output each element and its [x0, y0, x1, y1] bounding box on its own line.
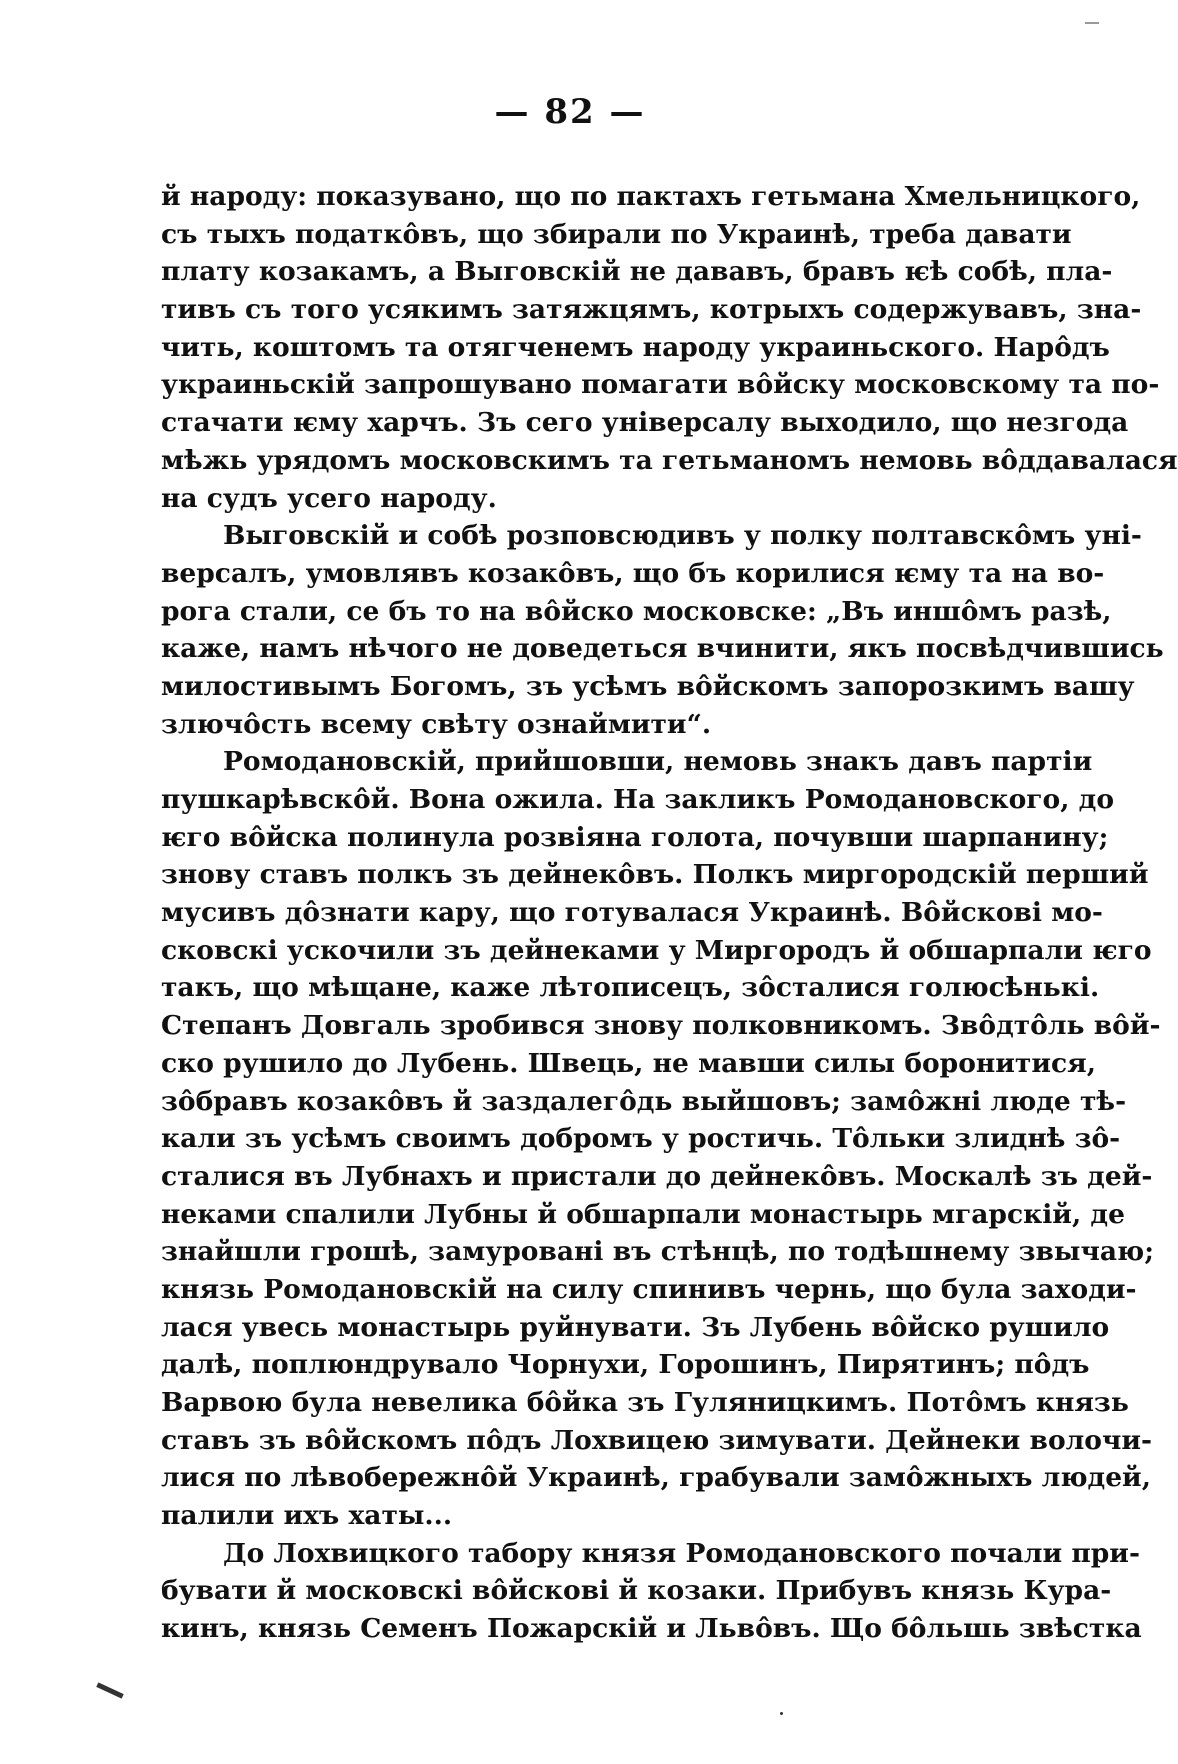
text-line: кали зъ усѣмъ своимъ добромъ у ростичь. Тôльки злиднѣ зô-	[161, 1123, 1121, 1155]
body-text	[161, 178, 1178, 1648]
paragraph-end-line: злючôсть всему свѣту ознаймити“.	[161, 708, 712, 740]
text-line: й народу: показувано, що по пактахъ гетьмана Хмельницкого,	[161, 181, 1141, 212]
scan-speck	[1085, 22, 1099, 24]
text-line: такъ, що мѣщане, каже лѣтописецъ, зôсталися голюсѣнькі.	[161, 972, 1100, 1004]
text-line: съ тыхъ податкôвъ, що збирали по Украинѣ, треба давати	[161, 218, 1072, 250]
text-line: зôбравъ козакôвъ й заздалегôдь выйшовъ; замôжні люде тѣ-	[161, 1085, 1127, 1117]
text-line: рога стали, се бъ то на вôйско московске: „Въ иншôмъ разѣ,	[161, 595, 1112, 627]
text-line: стачати ѥму харчъ. Зъ сего унiверсалу выходило, що незгода	[161, 407, 1129, 439]
text-line: ѥго вôйска полинула розвiяна голота, почувши шарпанину;	[161, 821, 1109, 853]
text-line: неками спалили Лубны й обшарпали монастырь мгарскій, де	[161, 1198, 1125, 1230]
text-line: мѣжь урядомъ московскимъ та гетьманомъ немовь вôддавалася	[161, 444, 1178, 476]
scan-speck	[780, 1712, 783, 1715]
text-line: ско рушило до Лубень. Швець, не мавши силы боронитися,	[161, 1047, 1096, 1079]
text-line: ставъ зъ вôйскомъ пôдъ Лохвицею зимувати. Дейнеки волочи-	[161, 1424, 1153, 1456]
text-line: знову ставъ полкъ зъ дейнекôвъ. Полкъ миргородскій перший	[161, 859, 1149, 891]
text-line: милостивымъ Богомъ, зъ усѣмъ вôйскомъ запорозкимъ вашу	[161, 670, 1135, 702]
scan-speck	[96, 1682, 123, 1698]
paragraph-end-line: на судъ усего народу.	[161, 482, 497, 514]
text-line: далѣ, поплюндрувало Чорнухи, Горошинъ, Пирятинъ; пôдъ	[161, 1349, 1090, 1381]
text-line: лася увесь монастырь руйнувати. Зъ Лубень вôйско рушило	[161, 1311, 1110, 1343]
text-line: Степанъ Довгаль зробився знову полковникомъ. Звôдтôль вôй-	[161, 1010, 1161, 1042]
text-line: сковскі ускочили зъ дейнеками у Миргородъ й обшарпали ѥго	[161, 934, 1152, 966]
page-number: — 82 —	[494, 92, 646, 132]
text-line: князь Ромодановскій на силу спинивъ чернь, що була заходи-	[161, 1273, 1137, 1305]
text-line: Варвою була невелика бôйка зъ Гуляницкимъ. Потôмъ князь	[161, 1387, 1129, 1418]
text-line: кинъ, князь Семенъ Пожарскій и Львôвъ. Що бôльшь звѣстка	[161, 1613, 1142, 1645]
text-line: каже, намъ нѣчого не доведеться вчинити, якъ посвѣдчившись	[161, 633, 1164, 665]
text-line: сталися въ Лубнахъ и пристали до дейнекôвъ. Москалѣ зъ дей-	[161, 1160, 1153, 1192]
text-line: чить, коштомъ та отягченемъ народу украиньского. Нарôдъ	[161, 331, 1110, 363]
paragraph-start-line: До Лохвицкого табору князя Ромодановского почали при-	[223, 1537, 1140, 1569]
paragraph-start-line: Ромодановскій, прийшовши, немовь знакъ давъ партiи	[223, 746, 1093, 778]
text-line: пушкарѣвскôй. Вона ожила. На закликъ Ромодановского, до	[161, 784, 1114, 815]
paragraph-end-line: палили ихъ хаты...	[161, 1500, 453, 1532]
text-line: бувати й московскі вôйскові й козаки. Прибувъ князь Кура-	[161, 1575, 1112, 1607]
text-line: лися по лѣвобережнôй Украинѣ, грабували замôжныхъ людей,	[161, 1462, 1151, 1494]
text-line: мусивъ дôзнати кару, що готувалася Украинѣ. Вôйскові мо-	[161, 897, 1103, 929]
text-line: тивъ съ того усякимъ затяжцямъ, котрыхъ содержувавъ, зна-	[161, 294, 1142, 326]
text-line: версалъ, умовлявъ козакôвъ, що бъ корилися ѥму та на во-	[161, 557, 1105, 589]
paragraph-start-line: Выговскій и собѣ розповсюдивъ у полку полтавскôмъ унi-	[223, 520, 1142, 552]
text-line: плату козакамъ, а Выговскій не дававъ, бравъ ѥѣ собѣ, пла-	[161, 256, 1113, 288]
text-line: украиньскій запрошувано помагати вôйску московскому та по-	[161, 369, 1160, 401]
text-line: знайшли грошѣ, замуровані въ стѣнцѣ, по тодѣшнему звычаю;	[161, 1236, 1154, 1268]
